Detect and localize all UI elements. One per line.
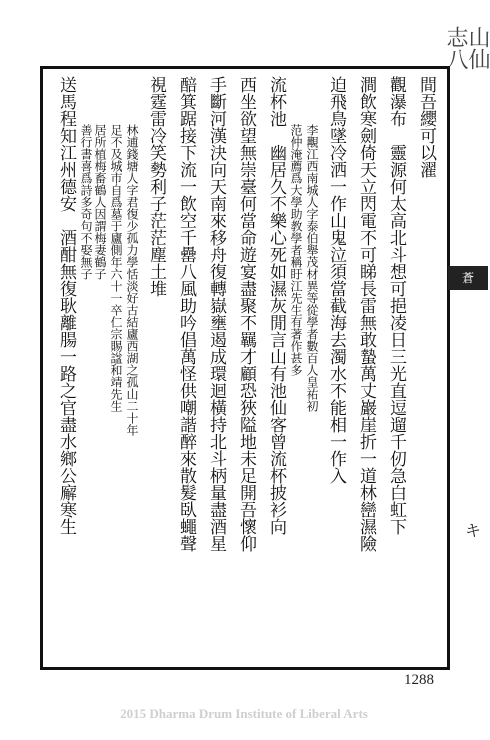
- note-column-11b: 足不及城市自爲墓于廬側年六十一卒仁宗賜諡和靖先生: [109, 124, 123, 412]
- note-column-11d: 善行書喜爲詩多奇句不娶無子: [79, 124, 93, 280]
- text-column-8: 手斷河漢決向天南來移舟復轉嶽壅遏成環迴橫持北斗柄量盡酒星: [206, 76, 226, 552]
- watermark: 2015 Dharma Drum Institute of Liberal Arts: [120, 706, 368, 721]
- note-column-11c: 居所植梅畜鶴人因謂梅妻鶴子: [93, 124, 107, 280]
- header-fragment: 山仙志八: [443, 26, 490, 70]
- note-column-5b: 范仲淹薦爲大學助教學者稱盱江先生有著作甚多: [289, 124, 303, 376]
- text-column-1: 間吾纓可以濯: [416, 76, 436, 178]
- text-column-2: 觀瀑布 靈源何太高北斗想可挹凌日三光直逗遛千仞急白虹下: [386, 76, 406, 535]
- text-column-3: 澗飲寒劍倚天立閃電不可睇長雷無敢蟄萬丈巖崖折一道林巒濕險: [356, 76, 376, 552]
- text-column-10: 視霆雷冷笑勢利子茫茫塵土堆: [146, 76, 166, 297]
- section-tab: 蒼: [448, 266, 488, 290]
- text-column-9: 醅箕踞接下流一飲空千罍八風助吟倡萬怪供嘲諧醉來散髮臥蠅聲: [176, 76, 196, 552]
- note-column-5a: 李覯江西南城人字泰伯舉茂材異等從學者數百人皇祐初: [305, 124, 319, 412]
- text-column-12: 送馬程知江州德安 酒酣無復耿離腸一路之官盡水鄉公廨寒生: [56, 76, 76, 535]
- text-column-7: 西坐欲望無崇臺何當命遊宴盡聚不羈才顧恐狹隘地未足開吾懷仰: [236, 76, 256, 552]
- page-number: 1288: [404, 672, 434, 688]
- text-column-4: 迫飛鳥墜冷洒一作山鬼泣須當截海去濁水不能相一作入: [326, 76, 346, 484]
- note-column-11a: 林逋錢塘人字君復少孤力學恬淡好古結廬西湖之孤山二十年: [125, 124, 139, 436]
- text-column-6: 流杯池 幽居久不樂心死如濕灰閒言山有池仙客曾流杯披衫向: [266, 76, 286, 535]
- edge-mark: キ: [464, 521, 481, 540]
